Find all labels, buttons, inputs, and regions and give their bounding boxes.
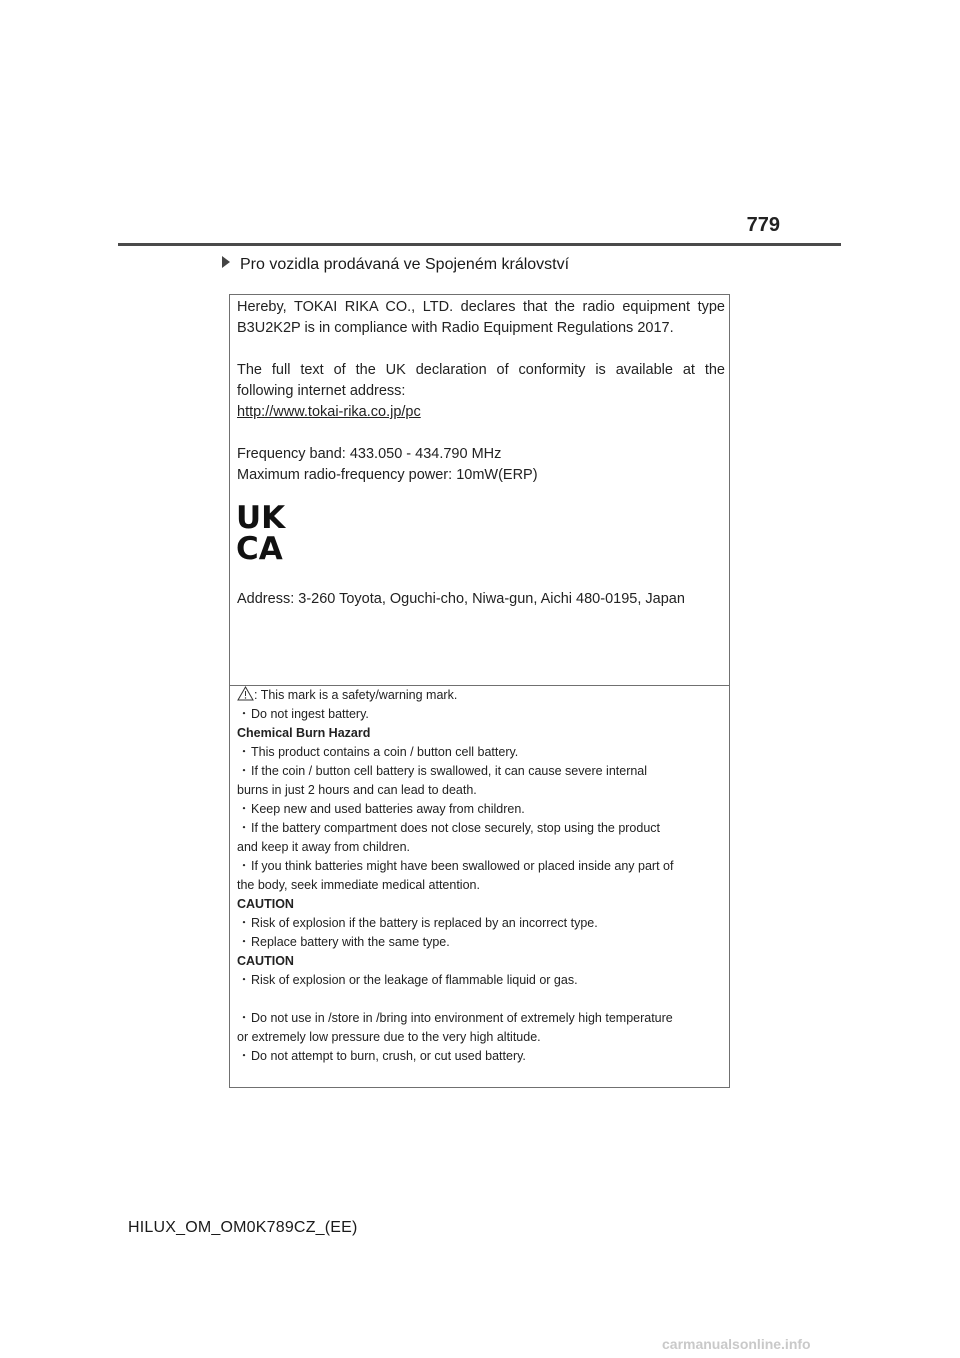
- warning-heading-caution: CAUTION: [237, 897, 294, 911]
- max-rf-power: Maximum radio-frequency power: 10mW(ERP): [237, 467, 538, 483]
- page-number: 779: [746, 214, 780, 236]
- warning-item: ・If the battery compartment does not close securely, stop using the product: [237, 819, 723, 838]
- warning-heading-chemical-burn: Chemical Burn Hazard: [237, 726, 371, 740]
- triangle-bullet-icon: [222, 256, 230, 268]
- bullet: ・: [237, 802, 251, 816]
- ukca-mark-bottom: CA: [236, 531, 283, 561]
- bullet: ・: [237, 764, 251, 778]
- warning-item-continued: the body, seek immediate medical attention.: [237, 878, 480, 892]
- bullet: ・: [237, 973, 251, 987]
- warning-item: ・Do not attempt to burn, crush, or cut used battery.: [237, 1047, 723, 1066]
- bullet: ・: [237, 1011, 251, 1025]
- warning-item: ・Replace battery with the same type.: [237, 933, 723, 952]
- declaration-line-4: following internet address:: [237, 383, 406, 399]
- warning-item: ・If the coin / button cell battery is swallowed, it can cause severe internal: [237, 762, 723, 781]
- frequency-band: Frequency band: 433.050 - 434.790 MHz: [237, 446, 502, 462]
- bullet: ・: [237, 821, 251, 835]
- warning-triangle-icon: [237, 686, 254, 701]
- bullet: ・: [237, 916, 251, 930]
- warning-item: ・This product contains a coin / button cell battery.: [237, 743, 723, 762]
- declaration-section: [230, 295, 729, 686]
- bullet: ・: [237, 707, 251, 721]
- watermark: carmanualsonline.info: [662, 1336, 811, 1352]
- warning-item: ・Risk of explosion or the leakage of flammable liquid or gas.: [237, 971, 723, 990]
- ukca-mark-icon: [236, 501, 296, 561]
- bullet: ・: [237, 1049, 251, 1063]
- section-heading: [222, 256, 569, 274]
- section-heading-text: Pro vozidla prodávaná ve Spojeném království: [240, 256, 570, 273]
- bullet: ・: [237, 935, 251, 949]
- warning-mark-note-text: : This mark is a safety/warning mark.: [254, 688, 458, 702]
- declaration-line-1: Hereby, TOKAI RIKA CO., LTD. declares that the radio equipment type: [237, 299, 725, 315]
- warning-mark-note: [237, 686, 723, 705]
- declaration-url-link[interactable]: http://www.tokai-rika.co.jp/pc: [237, 404, 421, 420]
- manual-code: HILUX_OM_OM0K789CZ_(EE): [128, 1219, 358, 1236]
- manufacturer-address: Address: 3-260 Toyota, Oguchi-cho, Niwa-gun, Aichi 480-0195, Japan: [237, 591, 685, 607]
- warning-heading-caution: CAUTION: [237, 954, 294, 968]
- warning-item: ・Risk of explosion if the battery is replaced by an incorrect type.: [237, 914, 723, 933]
- header-rule: [118, 243, 841, 246]
- bullet: ・: [237, 859, 251, 873]
- warning-item: ・Do not use in /store in /bring into environment of extremely high temperature: [237, 1009, 723, 1028]
- ukca-mark-top: UK: [236, 501, 286, 536]
- warning-item: ・If you think batteries might have been swallowed or placed inside any part of: [237, 857, 723, 876]
- declaration-line-2: B3U2K2P is in compliance with Radio Equipment Regulations 2017.: [237, 320, 674, 336]
- warning-item-continued: and keep it away from children.: [237, 840, 411, 854]
- declaration-line-3: The full text of the UK declaration of conformity is available at the: [237, 362, 725, 378]
- regulatory-box: [229, 294, 730, 1088]
- warning-item-continued: burns in just 2 hours and can lead to death.: [237, 783, 477, 797]
- bullet: ・: [237, 745, 251, 759]
- warning-item: ・Keep new and used batteries away from children.: [237, 800, 723, 819]
- warning-item: ・Do not ingest battery.: [237, 705, 723, 724]
- warning-item-continued: or extremely low pressure due to the very high altitude.: [237, 1030, 541, 1044]
